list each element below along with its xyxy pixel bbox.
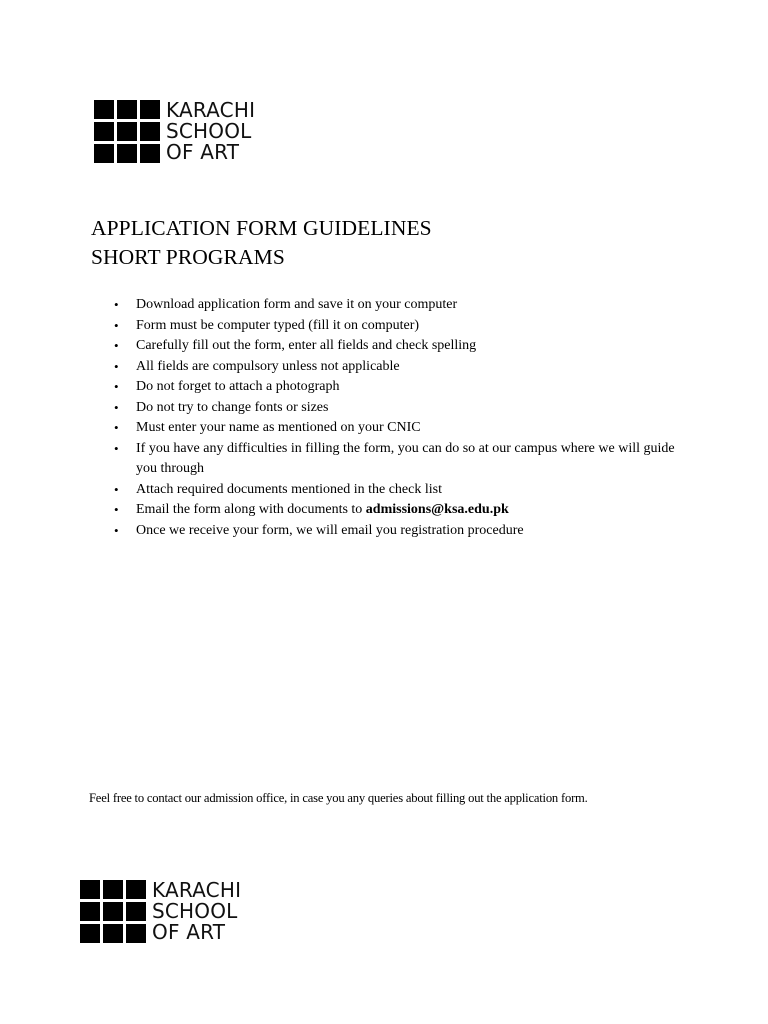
list-item xyxy=(91,316,691,337)
list-item xyxy=(91,500,691,521)
logo-line-karachi: KARACHI xyxy=(166,98,256,122)
list-item-text: Do not try to change fonts or sizes xyxy=(136,399,329,415)
logo-line-of-art: OF ART xyxy=(152,920,226,944)
list-item-text: Once we receive your form, we will email you registration procedure xyxy=(136,522,524,538)
bullet-icon: • xyxy=(114,502,119,517)
logo-bottom xyxy=(80,880,241,943)
logo-grid-icon xyxy=(94,100,160,163)
list-item-text: Form must be computer typed (fill it on computer) xyxy=(136,317,420,333)
logo-wordmark xyxy=(166,100,255,163)
logo-grid-icon xyxy=(80,880,146,943)
logo-top xyxy=(94,100,255,163)
title-line-programs: SHORT PROGRAMS xyxy=(91,245,285,269)
footer-note: Feel free to contact our admission office, in case you any queries about filling out the application form. xyxy=(89,791,588,805)
list-item xyxy=(91,398,691,419)
page-title xyxy=(91,214,432,272)
bullet-icon: • xyxy=(114,379,119,394)
logo-line-karachi: KARACHI xyxy=(152,878,242,902)
list-item xyxy=(91,377,691,398)
bullet-icon: • xyxy=(114,338,119,353)
admissions-email-link[interactable]: admissions@ksa.edu.pk xyxy=(365,502,509,517)
bullet-icon: • xyxy=(114,481,119,497)
list-item-text: Attach required documents mentioned in the check list xyxy=(136,481,442,497)
guidelines-list xyxy=(91,295,691,541)
list-item-text: Carefully fill out the form, enter all fields and check spelling xyxy=(136,338,477,353)
title-line-guidelines: APPLICATION FORM GUIDELINES xyxy=(91,216,432,240)
bullet-icon: • xyxy=(114,420,119,435)
list-item-text: Must enter your name as mentioned on your CNIC xyxy=(136,420,421,435)
logo-line-of-art: OF ART xyxy=(166,140,240,164)
list-item-text: Do not forget to attach a photograph xyxy=(136,379,340,394)
list-item xyxy=(91,521,691,542)
logo-line-school: SCHOOL xyxy=(166,119,252,143)
bullet-icon: • xyxy=(114,440,119,456)
list-item-text: If you have any difficulties in filling the form, you can do so at our campus where we will guide you through xyxy=(136,440,675,476)
logo-line-school: SCHOOL xyxy=(152,899,238,923)
list-item-text: All fields are compulsory unless not applicable xyxy=(136,358,400,374)
bullet-icon: • xyxy=(114,399,119,415)
list-item xyxy=(91,357,691,378)
list-item xyxy=(91,480,691,501)
list-item xyxy=(91,295,691,316)
list-item-text: Email the form along with documents to xyxy=(136,502,366,517)
list-item xyxy=(91,336,691,357)
list-item xyxy=(91,439,691,480)
logo-wordmark xyxy=(152,880,241,943)
bullet-icon: • xyxy=(114,317,119,333)
list-item-text: Download application form and save it on your computer xyxy=(136,297,458,312)
bullet-icon: • xyxy=(114,358,119,374)
list-item xyxy=(91,418,691,439)
bullet-icon: • xyxy=(114,522,119,538)
bullet-icon: • xyxy=(114,297,119,312)
